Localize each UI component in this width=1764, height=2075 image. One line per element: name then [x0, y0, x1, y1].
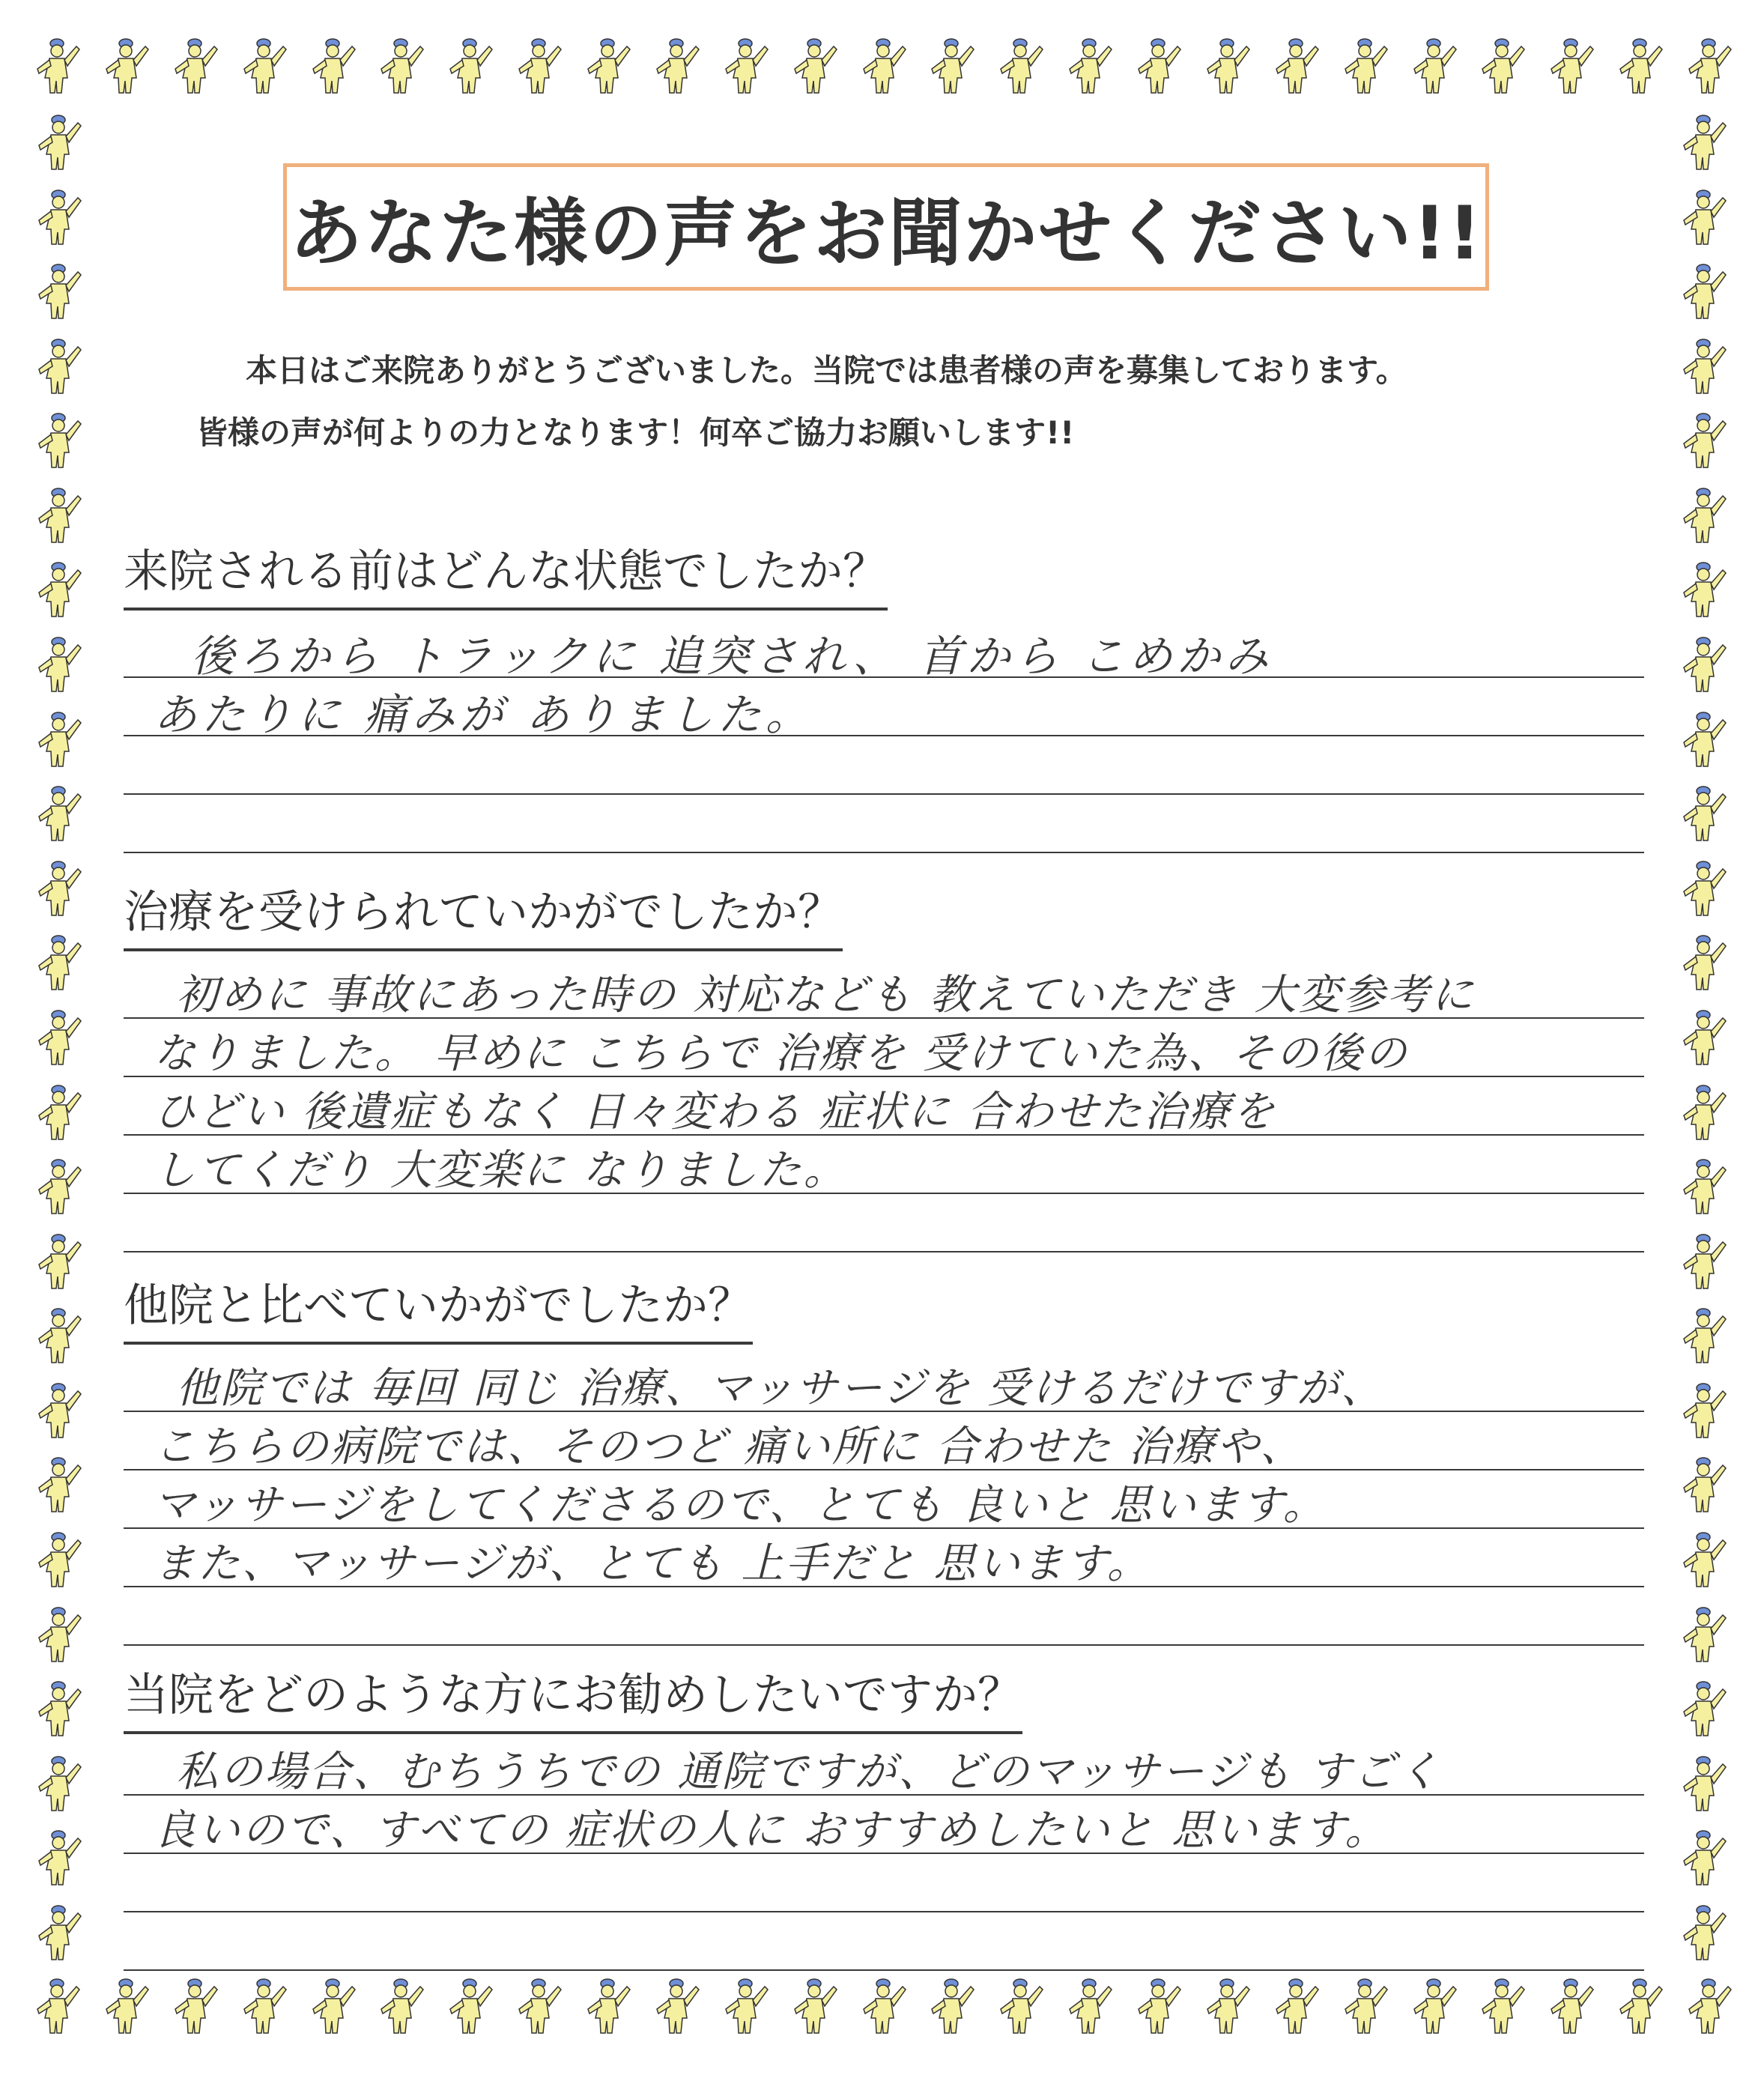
answer-area	[124, 951, 1644, 1273]
border-bottom	[30, 1976, 1734, 2036]
mascot-icon	[1269, 36, 1321, 96]
question-heading: 当院をどのような方にお勧めしたいですか？	[124, 1659, 1022, 1734]
mascot-icon	[31, 634, 84, 694]
mascot-icon	[237, 36, 289, 96]
border-left	[31, 112, 84, 1963]
answer-line: 初めに 事故にあった時の 対応なども 教えていただき 大変参考に	[176, 971, 1476, 1020]
mascot-icon	[1676, 1232, 1729, 1291]
mascot-icon	[1475, 36, 1527, 96]
mascot-icon	[1676, 1082, 1729, 1142]
mascot-icon	[1407, 1976, 1459, 2036]
answer-line: 他院では 毎回 同じ 治療、マッサージを 受けるだけですが、	[176, 1364, 1385, 1413]
section-comparison	[124, 1270, 1644, 1667]
question-heading: 治療を受けられていかがでしたか？	[124, 876, 843, 951]
mascot-icon	[31, 1082, 84, 1142]
mascot-icon	[1200, 36, 1252, 96]
mascot-icon	[31, 1605, 84, 1664]
mascot-icon	[99, 36, 151, 96]
border-top	[30, 36, 1734, 96]
mascot-icon	[31, 112, 84, 172]
mascot-icon	[31, 1530, 84, 1590]
mascot-icon	[718, 36, 771, 96]
mascot-icon	[31, 784, 84, 843]
answer-line: あたりに 痛みが ありました。	[154, 689, 813, 740]
mascot-icon	[512, 36, 564, 96]
mascot-icon	[1338, 1976, 1390, 2036]
answer-line: 良いので、すべての 症状の人に おすすめしたいと 思います。	[154, 1806, 1389, 1855]
mascot-icon	[1676, 1903, 1729, 1963]
border-right	[1676, 112, 1729, 1963]
mascot-icon	[31, 1828, 84, 1888]
mascot-icon	[31, 187, 84, 247]
mascot-icon	[581, 36, 633, 96]
mascot-icon	[31, 1232, 84, 1291]
mascot-icon	[993, 36, 1046, 96]
mascot-icon	[1682, 36, 1734, 96]
mascot-icon	[924, 1976, 977, 2036]
mascot-icon	[31, 858, 84, 918]
mascot-icon	[1062, 36, 1115, 96]
mascot-icon	[1676, 187, 1729, 247]
mascot-icon	[31, 261, 84, 321]
mascot-icon	[1269, 1976, 1321, 2036]
mascot-icon	[31, 560, 84, 620]
mascot-icon	[237, 1976, 289, 2036]
title-box	[283, 163, 1489, 291]
mascot-icon	[31, 485, 84, 545]
mascot-icon	[1676, 261, 1729, 321]
mascot-icon	[1676, 709, 1729, 769]
mascot-icon	[306, 1976, 358, 2036]
mascot-icon	[1676, 1605, 1729, 1664]
mascot-icon	[1676, 1828, 1729, 1888]
mascot-icon	[31, 1306, 84, 1366]
answer-line: 後ろから トラックに 追突され、 首から こめかみ	[191, 631, 1273, 682]
mascot-icon	[31, 1381, 84, 1441]
answer-line: ひどい 後遺症もなく 日々変わる 症状に 合わせた治療を	[154, 1088, 1277, 1136]
mascot-icon	[306, 36, 358, 96]
mascot-icon	[856, 1976, 909, 2036]
answer-rule	[124, 1644, 1644, 1646]
mascot-icon	[1613, 1976, 1665, 2036]
mascot-icon	[374, 1976, 426, 2036]
mascot-icon	[1682, 1976, 1734, 2036]
mascot-icon	[718, 1976, 771, 2036]
mascot-icon	[31, 1157, 84, 1217]
answer-line: こちらの病院では、そのつど 痛い所に 合わせた 治療や、	[154, 1423, 1305, 1471]
mascot-icon	[1131, 1976, 1183, 2036]
mascot-icon	[1676, 1381, 1729, 1441]
mascot-icon	[1676, 1306, 1729, 1366]
mascot-icon	[1676, 112, 1729, 172]
mascot-icon	[31, 411, 84, 470]
section-before-visit	[124, 536, 1644, 865]
mascot-icon	[787, 1976, 840, 2036]
question-heading: 他院と比べていかがでしたか？	[124, 1270, 753, 1345]
mascot-icon	[31, 709, 84, 769]
mascot-icon	[1676, 1455, 1729, 1515]
mascot-icon	[1062, 1976, 1115, 2036]
question-heading: 来院される前はどんな状態でしたか？	[124, 536, 888, 611]
mascot-icon	[1338, 36, 1390, 96]
mascot-icon	[1613, 36, 1665, 96]
answer-rule	[124, 1969, 1644, 1971]
answer-line: なりました。 早めに こちらで 治療を 受けていた為、その後の	[154, 1029, 1409, 1078]
section-treatment	[124, 876, 1644, 1273]
mascot-icon	[649, 1976, 702, 2036]
mascot-icon	[31, 933, 84, 993]
answer-area	[124, 1345, 1644, 1667]
mascot-icon	[1131, 36, 1183, 96]
mascot-icon	[1676, 1157, 1729, 1217]
mascot-icon	[443, 36, 495, 96]
intro-line-2: 皆様の声が何よりの力となります！何卒ご協力お願いします!!	[196, 414, 1075, 451]
answer-area	[124, 1734, 1644, 1981]
answer-line: してくだり 大変楽に なりました。	[154, 1146, 848, 1195]
mascot-icon	[1676, 411, 1729, 470]
mascot-icon	[99, 1976, 151, 2036]
page-title: あなた様の声をお聞かせください!!	[289, 190, 1483, 276]
mascot-icon	[168, 36, 220, 96]
answer-rule	[124, 1911, 1644, 1912]
mascot-icon	[1676, 336, 1729, 396]
answer-area	[124, 611, 1644, 865]
answer-line: マッサージをしてくださるので、とても 良いと 思います。	[154, 1481, 1327, 1530]
mascot-icon	[787, 36, 840, 96]
mascot-icon	[1676, 560, 1729, 620]
mascot-icon	[581, 1976, 633, 2036]
intro-line-1: 本日はご来院ありがとうございました。当院では患者様の声を募集しております。	[246, 352, 1407, 389]
mascot-icon	[1676, 1530, 1729, 1590]
answer-rule	[124, 793, 1644, 795]
mascot-icon	[1200, 1976, 1252, 2036]
mascot-icon	[1475, 1976, 1527, 2036]
answer-line: 私の場合、むちうちでの 通院ですが、どのマッサージも すごく	[176, 1748, 1442, 1796]
mascot-icon	[31, 1903, 84, 1963]
mascot-icon	[168, 1976, 220, 2036]
mascot-icon	[1676, 933, 1729, 993]
mascot-icon	[31, 1754, 84, 1814]
mascot-icon	[30, 1976, 82, 2036]
mascot-icon	[31, 1008, 84, 1067]
mascot-icon	[1676, 1008, 1729, 1067]
mascot-icon	[512, 1976, 564, 2036]
mascot-icon	[31, 1679, 84, 1739]
section-recommendation	[124, 1659, 1644, 1981]
mascot-icon	[374, 36, 426, 96]
mascot-icon	[1676, 858, 1729, 918]
mascot-icon	[1407, 36, 1459, 96]
mascot-icon	[1676, 485, 1729, 545]
mascot-icon	[1676, 1754, 1729, 1814]
answer-rule	[124, 1251, 1644, 1252]
mascot-icon	[649, 36, 702, 96]
mascot-icon	[1544, 1976, 1596, 2036]
mascot-icon	[1676, 784, 1729, 843]
mascot-icon	[30, 36, 82, 96]
mascot-icon	[31, 336, 84, 396]
answer-rule	[124, 852, 1644, 853]
mascot-icon	[856, 36, 909, 96]
mascot-icon	[924, 36, 977, 96]
mascot-icon	[1544, 36, 1596, 96]
mascot-icon	[993, 1976, 1046, 2036]
answer-line: また、マッサージが、とても 上手だと 思います。	[154, 1539, 1151, 1588]
mascot-icon	[1676, 634, 1729, 694]
mascot-icon	[1676, 1679, 1729, 1739]
mascot-icon	[31, 1455, 84, 1515]
mascot-icon	[443, 1976, 495, 2036]
